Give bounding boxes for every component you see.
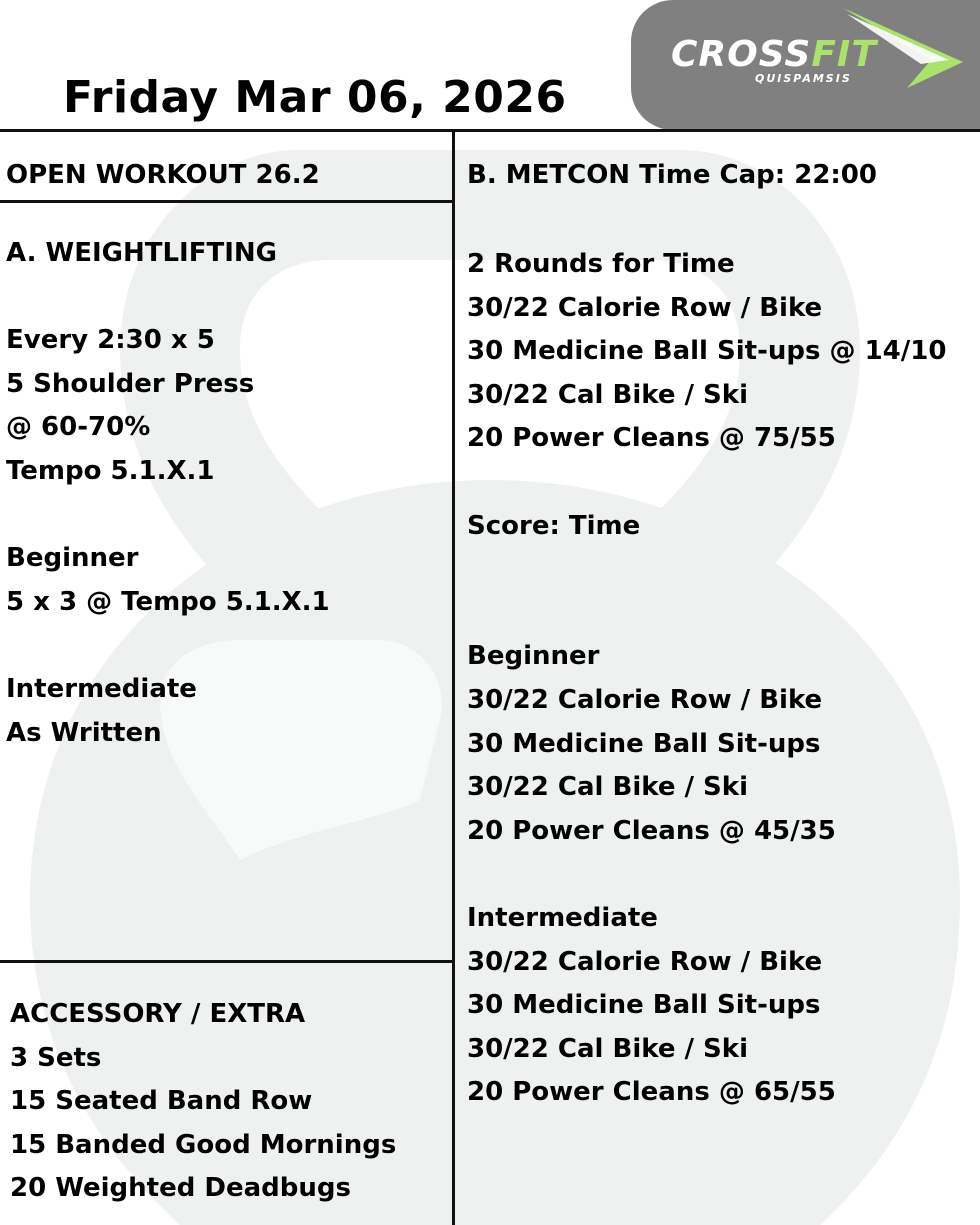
accessory-line: 15 Seated Band Row [10,1086,313,1117]
top-divider [0,129,980,132]
left-accessory-divider [0,960,455,963]
weightlifting-section [6,232,330,755]
metcon-score: Score: Time [467,510,641,541]
logo-wordmark: CROSSFIT [671,34,877,75]
metcon-intermediate-line: 30 Medicine Ball Sit-ups [467,990,821,1021]
metcon-line: 30/22 Cal Bike / Ski [467,379,748,410]
metcon-intermediate-line: 30/22 Cal Bike / Ski [467,1033,748,1064]
page-title: Friday Mar 06, 2026 [63,72,567,123]
crossfit-logo [631,0,980,130]
metcon-header: B. METCON Time Cap: 22:00 [467,160,877,190]
weightlifting-tempo: Tempo 5.1.X.1 [6,455,215,486]
accessory-line: 15 Banded Good Mornings [10,1129,397,1160]
metcon-beginner-line: 30/22 Calorie Row / Bike [467,684,823,715]
metcon-intermediate-label: Intermediate [467,902,658,933]
accessory-line: 20 Weighted Deadbugs [10,1173,351,1204]
left-header-divider [0,200,455,203]
metcon-line: 30 Medicine Ball Sit-ups @ 14/10 [467,336,947,367]
center-divider [452,129,455,1225]
metcon-line: 20 Power Cleans @ 75/55 [467,423,836,454]
open-workout-header: OPEN WORKOUT 26.2 [6,160,320,190]
weightlifting-movement: 5 Shoulder Press [6,368,255,399]
accessory-section [10,993,396,1211]
metcon-title: 2 Rounds for Time [467,249,735,279]
metcon-beginner-line: 30/22 Cal Bike / Ski [467,772,748,803]
logo-location: QUISPAMSIS [755,72,852,85]
weightlifting-intermediate-value: As Written [6,717,162,748]
metcon-section [467,243,946,1115]
weightlifting-scheme: Every 2:30 x 5 [6,325,215,356]
weightlifting-beginner-value: 5 x 3 @ Tempo 5.1.X.1 [6,586,330,617]
accessory-line: 3 Sets [10,1042,102,1073]
metcon-intermediate-line: 20 Power Cleans @ 65/55 [467,1077,836,1108]
weightlifting-title: A. WEIGHTLIFTING [6,238,277,268]
weightlifting-intermediate-label: Intermediate [6,673,197,704]
weightlifting-load: @ 60-70% [6,412,151,443]
metcon-beginner-line: 30 Medicine Ball Sit-ups [467,728,821,759]
accessory-title: ACCESSORY / EXTRA [10,999,306,1029]
metcon-line: 30/22 Calorie Row / Bike [467,292,823,323]
metcon-intermediate-line: 30/22 Calorie Row / Bike [467,946,823,977]
metcon-beginner-line: 20 Power Cleans @ 45/35 [467,815,836,846]
metcon-beginner-label: Beginner [467,641,600,672]
weightlifting-beginner-label: Beginner [6,543,139,574]
